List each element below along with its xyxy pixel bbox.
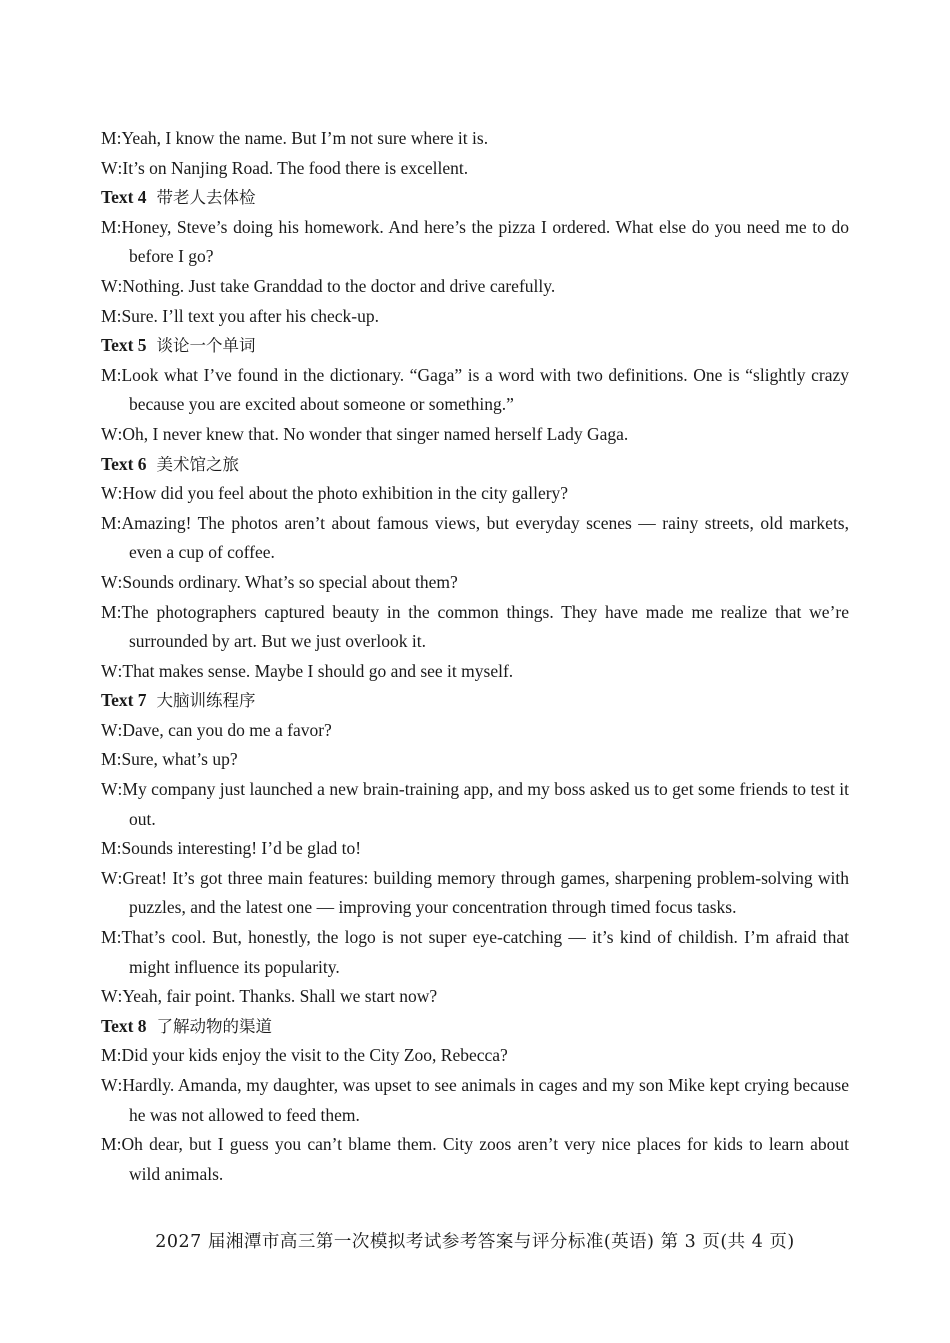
speaker-label: M xyxy=(101,128,117,148)
dialogue-text: How did you feel about the photo exhibition in the city gallery? xyxy=(122,483,569,504)
speaker-label: M xyxy=(101,838,117,859)
dialogue-turn xyxy=(101,864,849,923)
dialogue-text: My company just launched a new brain-training app, and my boss asked us to get some friends to test it out. xyxy=(122,779,849,829)
section-heading xyxy=(101,686,849,716)
speaker-label: M xyxy=(101,216,117,237)
speaker-label: W xyxy=(101,779,118,800)
speaker-label: W xyxy=(101,986,118,1007)
dialogue-turn xyxy=(101,124,849,154)
colon: : xyxy=(117,423,123,444)
section-number: Text 6 xyxy=(101,453,147,474)
colon: : xyxy=(116,601,122,622)
dialogue-text: Sure. I’ll text you after his check-up. xyxy=(121,305,379,326)
dialogue-turn xyxy=(101,213,849,272)
section-number: Text 7 xyxy=(101,690,147,711)
speaker-label: M xyxy=(101,305,117,326)
section-title: 美术馆之旅 xyxy=(156,454,240,474)
speaker-label: M xyxy=(101,749,117,770)
colon: : xyxy=(117,867,123,888)
colon: : xyxy=(117,157,123,178)
dialogue-turn xyxy=(101,745,849,775)
dialogue-text: Hardly. Amanda, my daughter, was upset to see animals in cages and my son Mike kept crying because he was not allowed to feed them. xyxy=(122,1075,849,1125)
colon: : xyxy=(117,1075,123,1095)
speaker-label: M xyxy=(101,927,117,948)
page-footer: 2027 届湘潭市高三第一次模拟考试参考答案与评分标准(英语) 第 3 页(共 4 页) xyxy=(155,1232,795,1252)
dialogue-turn xyxy=(101,716,849,746)
dialogue-turn xyxy=(101,420,849,450)
section-heading xyxy=(101,1012,849,1042)
section-heading xyxy=(101,183,849,213)
section-title: 带老人去体检 xyxy=(156,188,256,208)
colon: : xyxy=(117,571,123,592)
colon: : xyxy=(116,216,122,237)
dialogue-text: Oh, I never knew that. No wonder that singer named herself Lady Gaga. xyxy=(122,423,629,444)
dialogue-turn xyxy=(101,657,849,687)
colon: : xyxy=(116,305,122,326)
speaker-label: W xyxy=(101,275,118,296)
dialogue-text: Honey, Steve’s doing his homework. And here’s the pizza I ordered. What else do you need me to do before I go? xyxy=(121,216,849,267)
dialogue-text: Sounds ordinary. What’s so special about them? xyxy=(122,571,458,592)
section-heading xyxy=(101,331,849,361)
colon: : xyxy=(117,275,123,296)
speaker-label: W xyxy=(101,719,118,740)
dialogue-text: Oh dear, but I guess you can’t blame them. City zoos aren’t very nice places for kids to learn about wild animals. xyxy=(121,1134,849,1184)
dialogue-text: Yeah, I know the name. But I’m not sure where it is. xyxy=(121,128,489,148)
speaker-label: M xyxy=(101,1134,117,1155)
section-number: Text 8 xyxy=(101,1015,147,1036)
dialogue-text: That’s cool. But, honestly, the logo is not super eye-catching — it’s kind of childish. I’m afraid that might influence its popularity. xyxy=(121,927,849,977)
colon: : xyxy=(116,128,122,148)
dialogue-text: Did your kids enjoy the visit to the City Zoo, Rebecca? xyxy=(121,1045,508,1066)
colon: : xyxy=(116,1134,122,1155)
section-heading xyxy=(101,450,849,480)
colon: : xyxy=(116,927,122,948)
section-title: 了解动物的渠道 xyxy=(156,1016,273,1036)
dialogue-text: Great! It’s got three main features: building memory through games, sharpening problem-solving with puzzles, and the latest one — improving your concentration through timed focus tasks. xyxy=(122,867,849,918)
dialogue-turn xyxy=(101,1130,849,1189)
dialogue-text: That makes sense. Maybe I should go and see it myself. xyxy=(122,660,514,681)
dialogue-turn xyxy=(101,1041,849,1071)
speaker-label: W xyxy=(101,867,118,888)
dialogue-turn xyxy=(101,479,849,509)
dialogue-turn xyxy=(101,1071,849,1130)
section-number: Text 4 xyxy=(101,187,147,208)
colon: : xyxy=(117,719,123,740)
dialogue-text: Dave, can you do me a favor? xyxy=(122,719,332,740)
section-number: Text 5 xyxy=(101,335,147,356)
colon: : xyxy=(117,986,123,1007)
speaker-label: W xyxy=(101,483,118,504)
speaker-label: M xyxy=(101,601,117,622)
colon: : xyxy=(117,779,123,800)
dialogue-text: Amazing! The photos aren’t about famous views, but everyday scenes — rainy streets, old markets, even a cup of coffee. xyxy=(121,512,849,563)
dialogue-text: Yeah, fair point. Thanks. Shall we start now? xyxy=(122,986,438,1007)
dialogue-turn xyxy=(101,272,849,302)
colon: : xyxy=(116,749,122,770)
colon: : xyxy=(116,512,122,533)
dialogue-turn xyxy=(101,982,849,1012)
speaker-label: W xyxy=(101,571,118,592)
dialogue-turn xyxy=(101,568,849,598)
section-title: 大脑训练程序 xyxy=(156,691,256,711)
speaker-label: M xyxy=(101,1045,117,1066)
colon: : xyxy=(117,660,123,681)
dialogue-turn xyxy=(101,361,849,420)
section-title: 谈论一个单词 xyxy=(156,336,256,356)
dialogue-text: Look what I’ve found in the dictionary. “Gaga” is a word with two definitions. One is “slightly crazy because you are excited about someone or something.” xyxy=(121,364,849,415)
speaker-label: W xyxy=(101,423,118,444)
speaker-label: W xyxy=(101,157,118,178)
dialogue-turn xyxy=(101,598,849,657)
dialogue-turn xyxy=(101,923,849,982)
speaker-label: W xyxy=(101,1075,118,1095)
speaker-label: M xyxy=(101,512,117,533)
dialogue-turn xyxy=(101,154,849,184)
dialogue-text: Nothing. Just take Granddad to the doctor and drive carefully. xyxy=(122,275,556,296)
dialogue-turn xyxy=(101,302,849,332)
dialogue-turn xyxy=(101,509,849,568)
dialogue-text: Sounds interesting! I’d be glad to! xyxy=(121,838,362,859)
speaker-label: W xyxy=(101,660,118,681)
colon: : xyxy=(116,838,122,859)
colon: : xyxy=(116,1045,122,1066)
dialogue-text: Sure, what’s up? xyxy=(121,749,238,770)
dialogue-text: The photographers captured beauty in the common things. They have made me realize that we’re surrounded by art. But we just overlook it. xyxy=(121,601,849,652)
dialogue-turn xyxy=(101,834,849,864)
colon: : xyxy=(116,364,122,385)
transcript-body xyxy=(101,124,849,1189)
colon: : xyxy=(117,483,123,504)
dialogue-turn xyxy=(101,775,849,834)
dialogue-text: It’s on Nanjing Road. The food there is excellent. xyxy=(122,157,469,178)
speaker-label: M xyxy=(101,364,117,385)
